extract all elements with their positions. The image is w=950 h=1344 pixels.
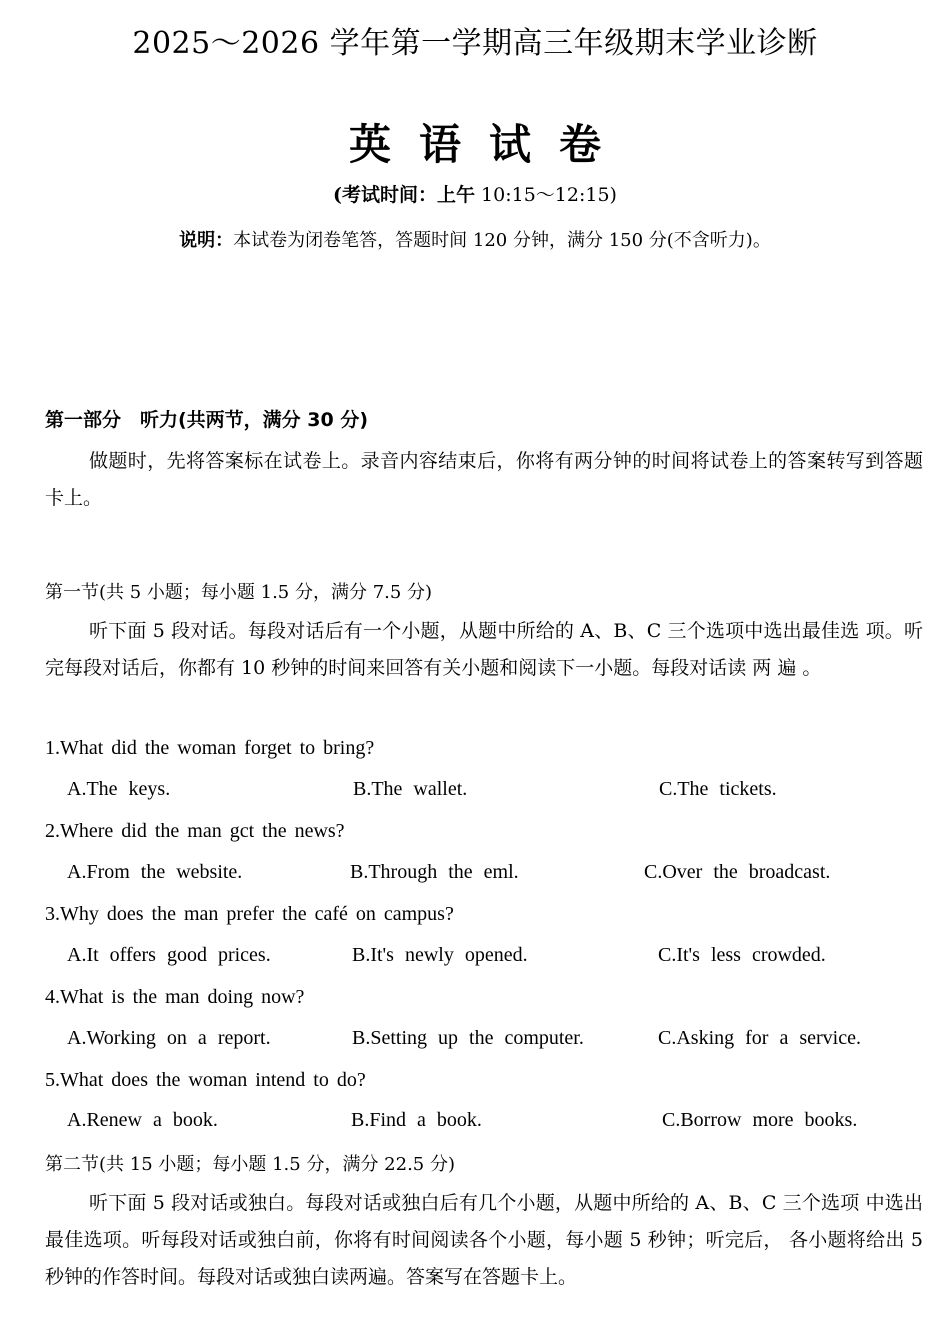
q5-option-c: C.Borrow more books. <box>662 1109 858 1131</box>
exam-time <box>0 180 950 207</box>
question-5: 5.What does the woman intend to do? <box>45 1069 366 1091</box>
question-4: 4.What is the man doing now? <box>45 986 305 1008</box>
question-1: 1.What did the woman forget to bring? <box>45 737 375 759</box>
exam-time-label: (考试时间：上午 <box>333 184 475 206</box>
q3-option-b: B.It's newly opened. <box>352 944 528 966</box>
q5-option-a: A.Renew a book. <box>67 1109 218 1131</box>
q2-option-b: B.Through the eml. <box>350 861 519 883</box>
note-text: 本试卷为闭卷笔答，答题时间 120 分钟，满分 150 分(不含听力)。 <box>233 230 771 251</box>
q1-option-c: C.The tickets. <box>659 778 777 800</box>
question-3: 3.Why does the man prefer the café on campus? <box>45 903 454 925</box>
q2-option-c: C.Over the broadcast. <box>644 861 831 883</box>
exam-time-value: 10:15～12:15) <box>481 184 617 206</box>
section2-title: 第二节(共 15 小题；每小题 1.5 分，满分 22.5 分) <box>45 1154 455 1175</box>
q1-option-b: B.The wallet. <box>353 778 468 800</box>
exam-note <box>0 226 950 252</box>
q1-option-a: A.The keys. <box>67 778 171 800</box>
q5-option-b: B.Find a book. <box>351 1109 482 1131</box>
section1-instructions: 听下面 5 段对话。每段对话后有一个小题，从题中所给的 A、B、C 三个选项中选出最佳选 项。听完每段对话后，你都有 10 秒钟的时间来回答有关小题和阅读下一小题。每段对话读 两 遍 。 <box>45 620 923 679</box>
section1-title: 第一节(共 5 小题；每小题 1.5 分，满分 7.5 分) <box>45 582 433 603</box>
part1-title: 第一部分 听力(共两节，满分 30 分) <box>45 409 369 431</box>
exam-heading: 2025～2026 学年第一学期高三年级期末学业诊断 <box>132 26 818 61</box>
q3-option-c: C.It's less crowded. <box>658 944 826 966</box>
section2-instructions: 听下面 5 段对话或独白。每段对话或独白后有几个小题，从题中所给的 A、B、C 三个选项 中选出最佳选项。听每段对话或独白前，你将有时间阅读各个小题，每小题 5 秒钟；听完后， 各小题将给出 5 秒钟的作答时间。每段对话或独白读两遍。答案写在答题卡上。 <box>45 1192 923 1288</box>
question-2: 2.Where did the man gct the news? <box>45 820 345 842</box>
subject-title: 英语试卷 <box>348 120 629 169</box>
q3-option-a: A.It offers good prices. <box>67 944 271 966</box>
part1-intro: 做题时，先将答案标在试卷上。录音内容结束后，你将有两分钟的时间将试卷上的答案转写到答题卡上。 <box>45 450 923 509</box>
q2-option-a: A.From the website. <box>67 861 243 883</box>
note-label: 说明： <box>179 230 234 251</box>
q4-option-c: C.Asking for a service. <box>658 1027 861 1049</box>
q4-option-b: B.Setting up the computer. <box>352 1027 584 1049</box>
q4-option-a: A.Working on a report. <box>67 1027 271 1049</box>
